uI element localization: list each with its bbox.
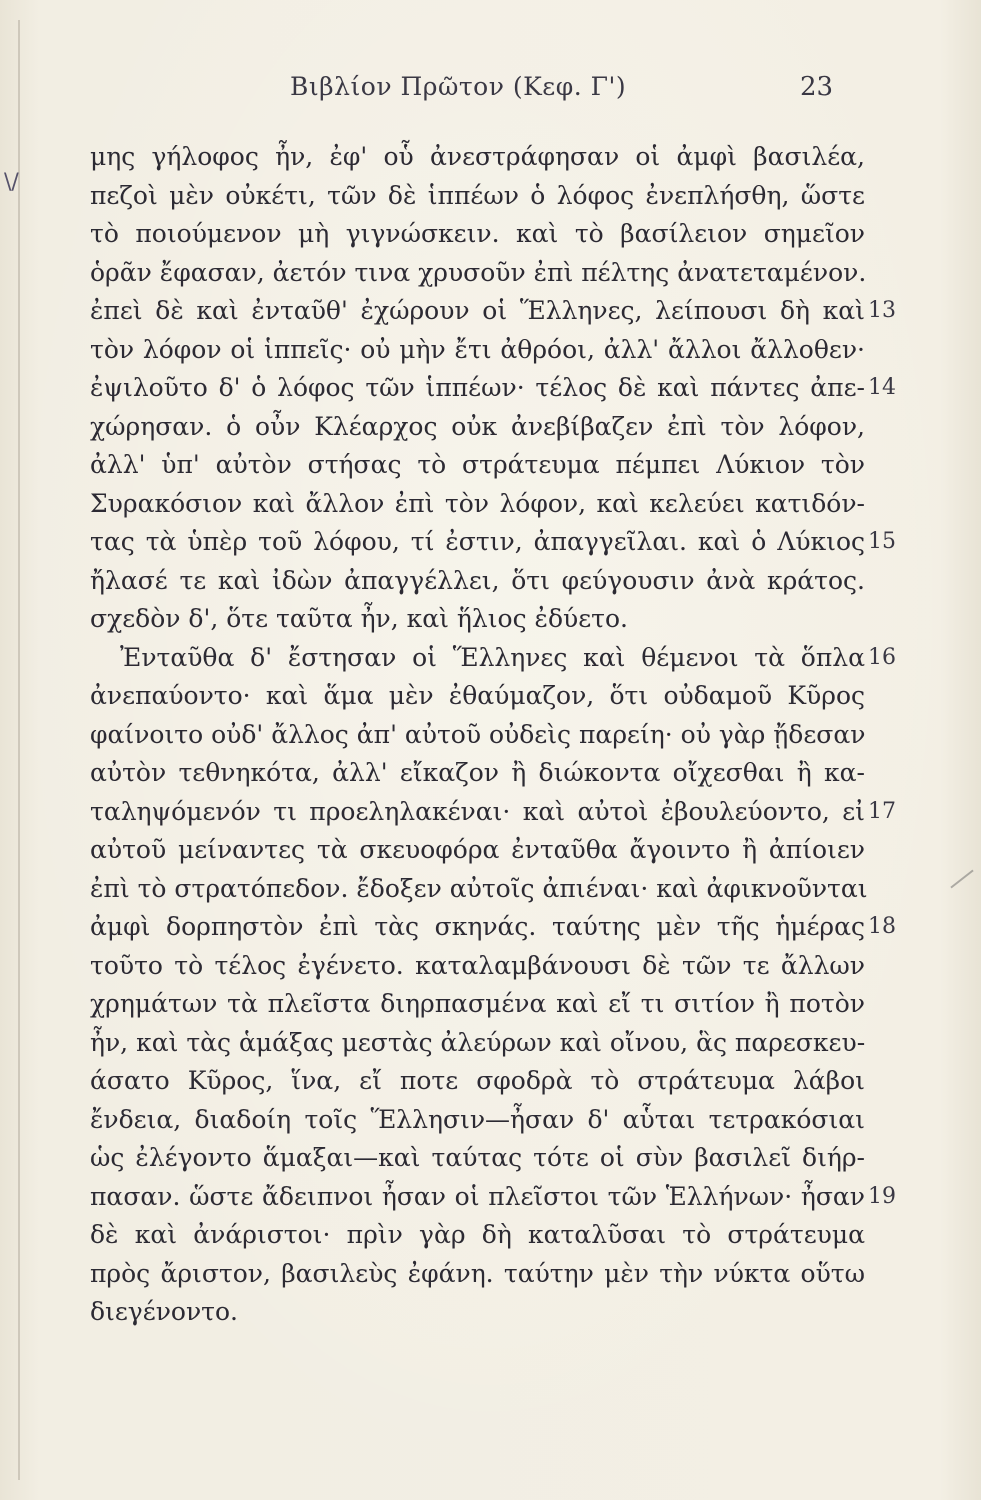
text-line: αὐτοῦ μείναντες τὰ σκευοφόρα ἐνταῦθα ἄγοιντο ἢ ἀπίοιεν [90,835,865,864]
text-line: άσατο Κῦρος, ἵνα, εἴ ποτε σφοδρὰ τὸ στράτευμα λάβοι [90,1066,865,1095]
margin-pencil-mark: \/ [4,170,19,195]
text-line: χώρησαν. ὁ οὖν Κλέαρχος οὐκ ἀνεβίβαζεν ἐπὶ τὸν λόφον, [90,411,865,441]
text-line: ἐψιλοῦτο δ' ὁ λόφος τῶν ἱππέων· τέλος δὲ καὶ πάντες ἀπε- [90,373,865,402]
running-head: Βιβλίον Πρῶτον (Κεφ. Γ') [290,72,627,101]
text-line: αὐτὸν τεθνηκότα, ἀλλ' εἴκαζον ἢ διώκοντα οἴχεσθαι ἢ κα- [90,758,865,787]
text-line: τοῦτο τὸ τέλος ἐγένετο. καταλαμβάνουσι δὲ τῶν τε ἄλλων [90,950,865,980]
text-line: διεγένοντο. [90,1297,238,1326]
text-line: πεζοὶ μὲν οὐκέτι, τῶν δὲ ἱππέων ὁ λόφος ἐνεπλήσθη, ὥστε [90,180,865,210]
section-number: 17 [868,798,896,824]
section-number: 15 [868,529,896,554]
text-line: ἔνδεια, διαδοίη τοῖς Ἕλλησιν—ἦσαν δ' αὗται τετρακόσιαι [90,1104,865,1134]
text-line: ἦν, καὶ τὰς ἁμάξας μεστὰς ἀλεύρων καὶ οἴνου, ἃς παρεσκευ- [90,1027,866,1057]
text-line: ἀμφὶ δορπηστὸν ἐπὶ τὰς σκηνάς. ταύτης μὲν τῆς ἡμέρας [90,912,865,941]
text-line: φαίνοιτο οὐδ' ἄλλος ἀπ' αὐτοῦ οὐδεὶς παρείη· οὐ γὰρ ᾔδεσαν [90,719,866,749]
text-line: Συρακόσιον καὶ ἄλλον ἐπὶ τὸν λόφον, καὶ κελεύει κατιδόν- [90,488,865,518]
text-line: ἐπεὶ δὲ καὶ ἐνταῦθ' ἐχώρουν οἱ Ἕλληνες, λείπουσι δὴ καὶ [90,296,865,325]
section-number: 19 [868,1183,896,1209]
text-line: ταληψόμενόν τι προεληλακέναι· καὶ αὐτοὶ ἐβουλεύοντο, εἰ [90,796,865,826]
margin-pencil-stroke [950,870,973,889]
text-line: τας τὰ ὑπὲρ τοῦ λόφου, τί ἐστιν, ἀπαγγεῖλαι. καὶ ὁ Λύκιος [90,527,865,556]
text-line: ἤλασέ τε καὶ ἰδὼν ἀπαγγέλλει, ὅτι φεύγουσιν ἀνὰ κράτος. [90,565,865,595]
body-text [90,138,868,1332]
text-line: ἐπὶ τὸ στρατόπεδον. ἔδοξεν αὐτοῖς ἀπιέναι· καὶ ἀφικνοῦνται [90,873,868,903]
text-line: ἀλλ' ὑπ' αὐτὸν στήσας τὸ στράτευμα πέμπει Λύκιον τὸν [90,450,865,479]
page-number: 23 [800,72,834,102]
text-line: πρὸς ἄριστον, βασιλεὺς ἐφάνη. ταύτην μὲν τὴν νύκτα οὕτω [90,1258,865,1288]
section-number: 16 [868,644,896,670]
text-line: σχεδὸν δ', ὅτε ταῦτα ἦν, καὶ ἥλιος ἐδύετο. [90,604,628,633]
text-line: χρημάτων τὰ πλεῖστα διηρπασμένα καὶ εἴ τι σιτίον ἢ ποτὸν [90,989,865,1018]
text-line: τὸν λόφον οἱ ἱππεῖς· οὐ μὴν ἔτι ἀθρόοι, ἀλλ' ἄλλοι ἄλλοθεν· [90,334,865,364]
section-number: 13 [868,298,896,323]
text-line: μης γήλοφος ἦν, ἐφ' οὗ ἀνεστράφησαν οἱ ἀμφὶ βασιλέα, [90,142,865,171]
page-header [0,72,981,112]
section-number: 18 [868,914,896,939]
text-line: πασαν. ὥστε ἄδειπνοι ἦσαν οἱ πλεῖστοι τῶν Ἑλλήνων· ἦσαν [90,1181,865,1211]
text-line: τὸ ποιούμενον μὴ γιγνώσκειν. καὶ τὸ βασίλειον σημεῖον [90,219,865,248]
text-line: ὁρᾶν ἔφασαν, ἀετόν τινα χρυσοῦν ἐπὶ πέλτης ἀνατεταμένον. [90,257,867,287]
text-line: Ἐνταῦθα δ' ἔστησαν οἱ Ἕλληνες καὶ θέμενοι τὰ ὅπλα [120,642,865,672]
text-line: ὡς ἐλέγοντο ἅμαξαι—καὶ ταύτας τότε οἱ σὺν βασιλεῖ διήρ- [90,1143,865,1172]
page-gutter-shadow [18,20,20,1480]
text-line: ἀνεπαύοντο· καὶ ἅμα μὲν ἐθαύμαζον, ὅτι οὐδαμοῦ Κῦρος [90,681,865,710]
text-line: δὲ καὶ ἀνάριστοι· πρὶν γὰρ δὴ καταλῦσαι τὸ στράτευμα [90,1220,865,1249]
section-number: 14 [868,375,896,400]
